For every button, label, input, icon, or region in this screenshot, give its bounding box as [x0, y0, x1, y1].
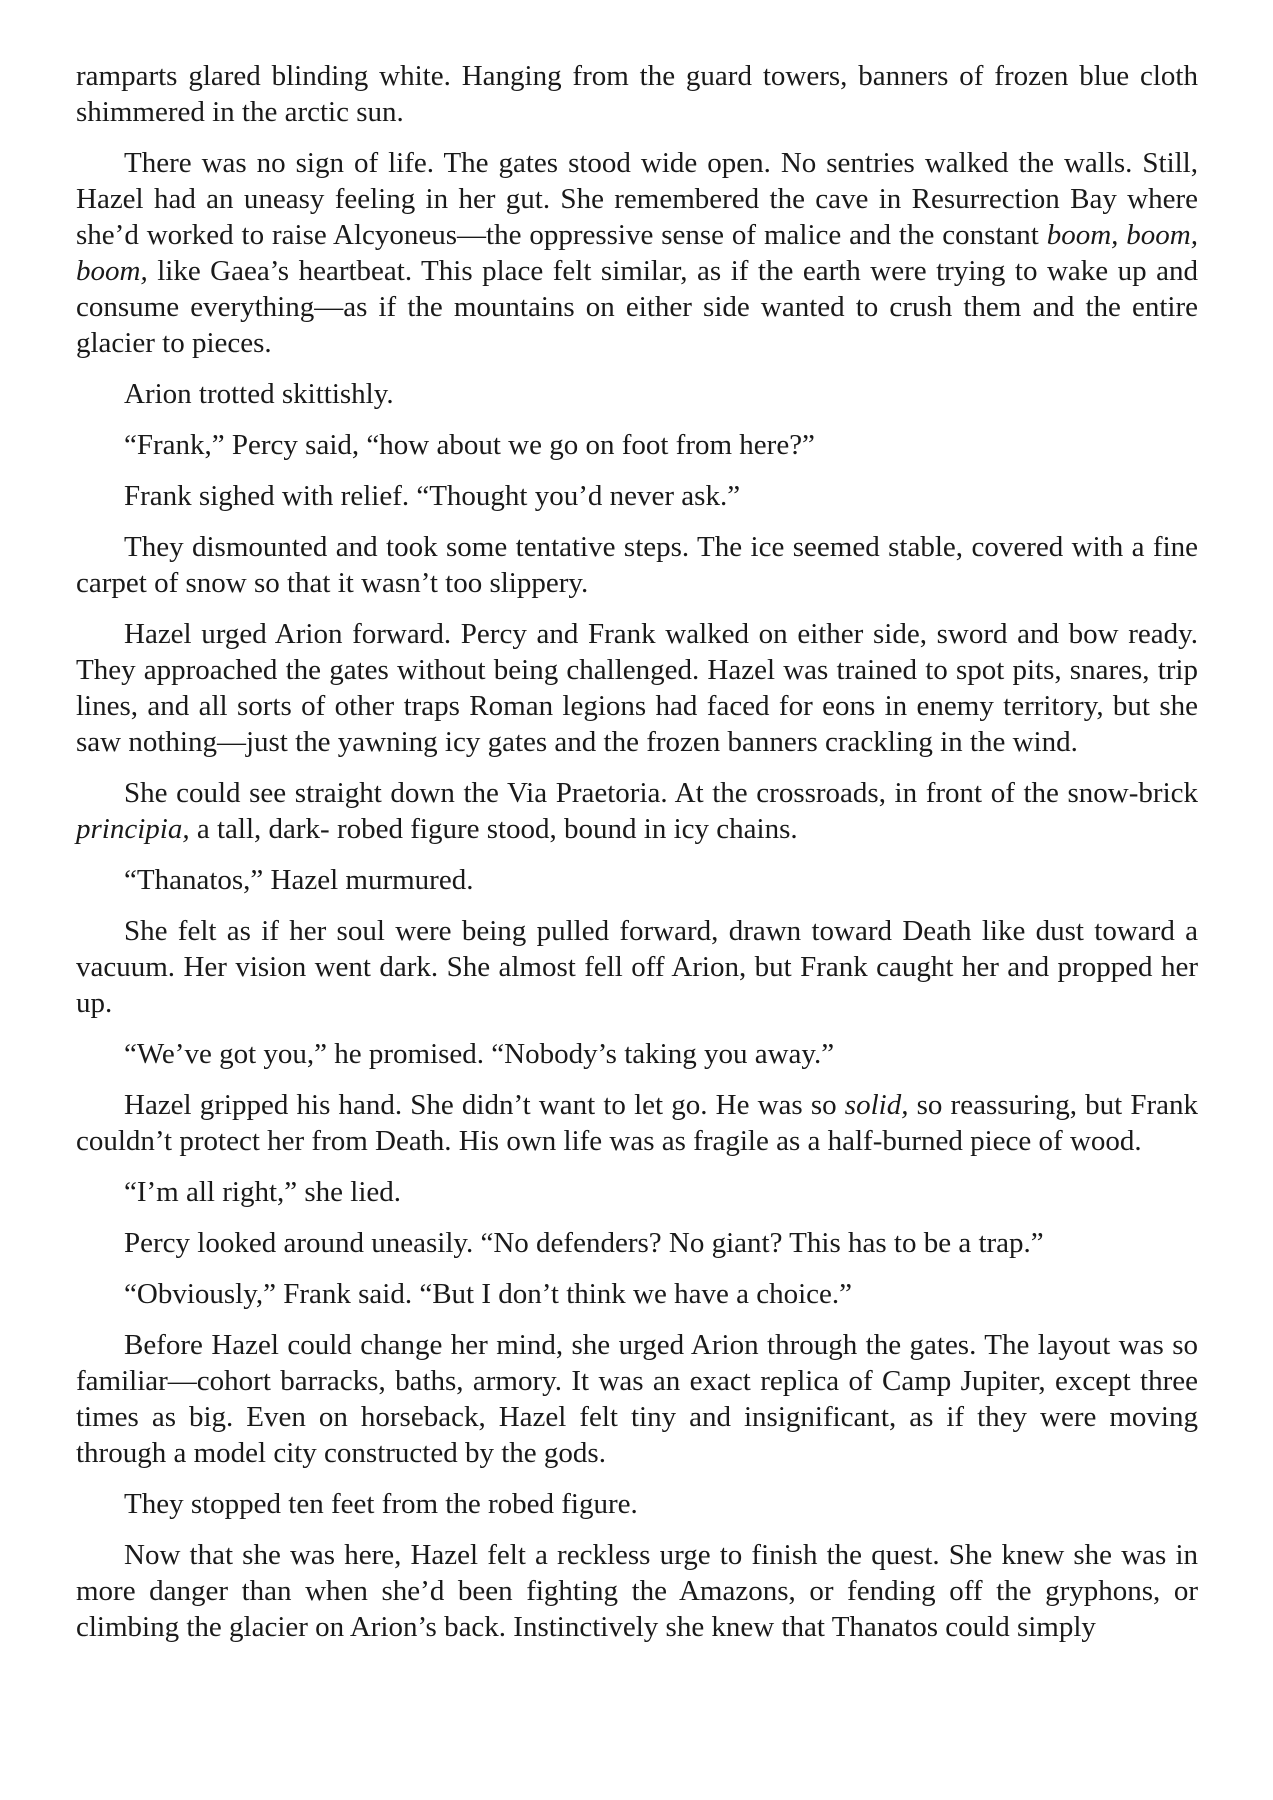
paragraph-text: She felt as if her soul were being pulled forward, drawn toward Death like dust toward a vacuum. Her vision went dark. She almost fell off Arion, but Frank caught her and propped her up.: [76, 915, 1198, 1019]
paragraph-text: Frank sighed with relief. “Thought you’d never ask.”: [124, 480, 741, 512]
paragraph-8: [76, 775, 1198, 847]
paragraph-text: “Obviously,” Frank said. “But I don’t think we have a choice.”: [124, 1278, 853, 1310]
paragraph-5: [76, 478, 1198, 514]
emphasis-text: solid,: [844, 1089, 909, 1121]
paragraph-1: [76, 58, 1198, 130]
paragraph-15: [76, 1276, 1198, 1312]
paragraph-text: so reassuring, but Frank couldn’t protect her from Death. His own life was as fragile as a half-burned piece of wood.: [76, 1089, 1199, 1157]
paragraph-text: Before Hazel could change her mind, she urged Arion through the gates. The layout was so familiar—cohort barracks, baths, armory. It was an exact replica of Camp Jupiter, except three times as big. Even on horseback, Hazel felt tiny and insignificant, as if they were moving through a model city constructed by the gods.: [76, 1329, 1198, 1469]
paragraph-6: [76, 529, 1198, 601]
book-page: [76, 58, 1198, 1660]
paragraph-text: “I’m all right,” she lied.: [124, 1176, 402, 1208]
paragraph-text: They dismounted and took some tentative steps. The ice seemed stable, covered with a fine carpet of snow so that it wasn’t too slippery.: [76, 531, 1198, 599]
paragraph-18: [76, 1537, 1198, 1645]
paragraph-7: [76, 616, 1198, 760]
paragraph-17: [76, 1486, 1198, 1522]
paragraph-text: Arion trotted skittishly.: [124, 378, 394, 410]
paragraph-text: like Gaea’s heartbeat. This place felt similar, as if the earth were trying to wake up and consume everything—as if the mountains on either side wanted to crush them and the entire glacier to pieces.: [76, 255, 1198, 359]
paragraph-text: Hazel gripped his hand. She didn’t want to let go. He was so: [124, 1089, 845, 1121]
paragraph-text: Hazel urged Arion forward. Percy and Frank walked on either side, sword and bow ready. They approached the gates without being challenged. Hazel was trained to spot pits, snares, trip lines, and all sorts of other traps Roman legions had faced for eons in enemy territory, but she saw nothing—just the yawning icy gates and the frozen banners crackling in the wind.: [76, 618, 1198, 758]
paragraph-16: [76, 1327, 1198, 1471]
paragraph-4: [76, 427, 1198, 463]
paragraph-12: [76, 1087, 1198, 1159]
paragraph-text: ramparts glared blinding white. Hanging from the guard towers, banners of frozen blue cloth shimmered in the arctic sun.: [76, 60, 1198, 128]
paragraph-text: “We’ve got you,” he promised. “Nobody’s taking you away.”: [124, 1038, 835, 1070]
paragraph-text: She could see straight down the Via Praetoria. At the crossroads, in front of the snow-brick: [124, 777, 1198, 809]
paragraph-14: [76, 1225, 1198, 1261]
paragraph-text: Now that she was here, Hazel felt a reckless urge to finish the quest. She knew she was in more danger than when she’d been fighting the Amazons, or fending off the gryphons, or climbing the glacier on Arion’s back. Instinctively she knew that Thanatos could simply: [76, 1539, 1198, 1643]
paragraph-10: [76, 913, 1198, 1021]
paragraph-11: [76, 1036, 1198, 1072]
emphasis-text: principia,: [76, 813, 190, 845]
paragraph-3: [76, 376, 1198, 412]
paragraph-text: They stopped ten feet from the robed figure.: [124, 1488, 638, 1520]
paragraph-13: [76, 1174, 1198, 1210]
paragraph-2: [76, 145, 1198, 361]
paragraph-text: “Frank,” Percy said, “how about we go on foot from here?”: [124, 429, 815, 461]
paragraph-text: Percy looked around uneasily. “No defenders? No giant? This has to be a trap.”: [124, 1227, 1044, 1259]
paragraph-text: “Thanatos,” Hazel murmured.: [124, 864, 474, 896]
emphasis-text: boom, boom, boom,: [76, 219, 1198, 287]
paragraph-text: a tall, dark- robed figure stood, bound in icy chains.: [189, 813, 798, 845]
paragraph-9: [76, 862, 1198, 898]
paragraph-text: There was no sign of life. The gates stood wide open. No sentries walked the walls. Still, Hazel had an uneasy feeling in her gut. She remembered the cave in Resurrection Bay where she’d worked to raise Alcyoneus—the oppressive sense of malice and the constant: [76, 147, 1198, 251]
